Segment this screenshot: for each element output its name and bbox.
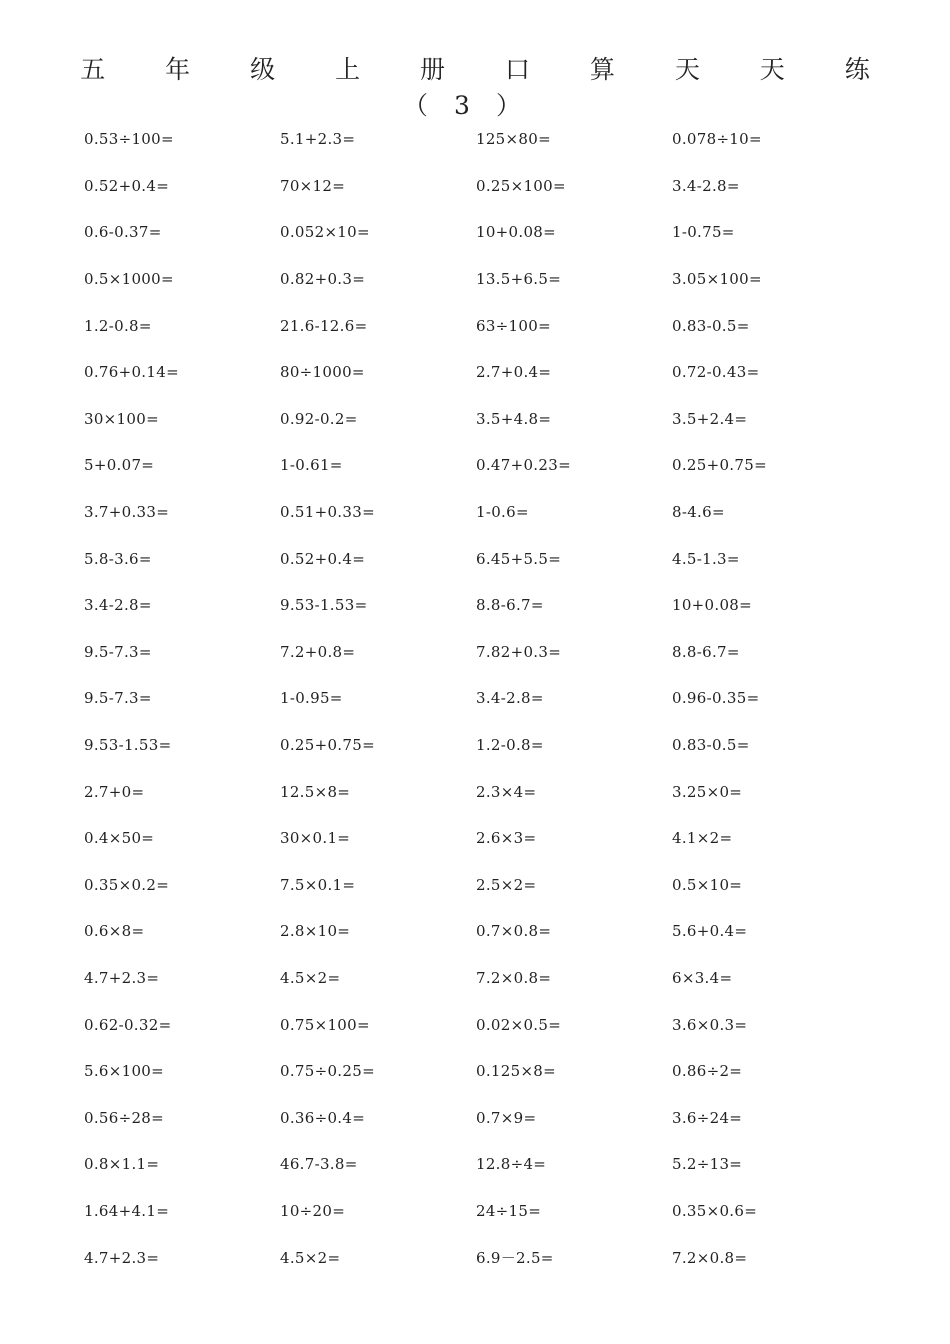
problem-item: 3.4-2.8= [672,176,740,195]
problem-item: 5.1+2.3= [280,130,356,149]
problem-item: 8.8-6.7= [672,642,740,661]
problem-item: 80÷1000= [280,363,365,382]
problem-item: 12.5×8= [280,782,351,801]
problem-item: 30×0.1= [280,829,351,848]
problem-item: 0.25+0.75= [280,736,375,755]
problem-item: 3.4-2.8= [84,596,152,615]
problem-item: 2.7+0= [84,782,145,801]
problem-item: 0.52+0.4= [280,549,366,568]
problem-item: 7.2×0.8= [476,968,552,987]
problem-item: 0.52+0.4= [84,176,170,195]
problem-item: 0.052×10= [280,223,370,242]
problem-item: 0.83-0.5= [672,316,750,335]
problem-item: 5.6×100= [84,1062,165,1081]
problem-item: 63÷100= [476,316,551,335]
problem-item: 0.62-0.32= [84,1015,172,1034]
problem-item: 21.6-12.6= [280,316,368,335]
problem-item: 0.86÷2= [672,1062,743,1081]
problem-item: 5.2÷13= [672,1155,743,1174]
problem-item: 7.2+0.8= [280,642,356,661]
problem-item: 10+0.08= [476,223,557,242]
problem-item: 0.25×100= [476,176,566,195]
problem-item: 7.2×0.8= [672,1248,748,1267]
problem-item: 1.2-0.8= [84,316,152,335]
problem-item: 6.9－2.5= [476,1248,554,1267]
problem-item: 4.5-1.3= [672,549,740,568]
problem-item: 2.8×10= [280,922,351,941]
problem-item: 30×100= [84,409,159,428]
problem-item: 0.4×50= [84,829,155,848]
problem-item: 10÷20= [280,1201,346,1220]
problem-item: 0.25+0.75= [672,456,767,475]
problem-item: 4.7+2.3= [84,968,160,987]
problem-item: 8-4.6= [672,503,725,522]
problem-item: 5.6+0.4= [672,922,748,941]
problem-item: 0.56÷28= [84,1108,165,1127]
problem-item: 0.47+0.23= [476,456,571,475]
problem-item: 6×3.4= [672,968,733,987]
problem-item: 13.5+6.5= [476,270,562,289]
problem-item: 0.82+0.3= [280,270,366,289]
problem-item: 0.7×9= [476,1108,537,1127]
problem-item: 4.1×2= [672,829,733,848]
problem-item: 1-0.75= [672,223,735,242]
problem-item: 1-0.95= [280,689,343,708]
problem-item: 2.6×3= [476,829,537,848]
problem-item: 7.82+0.3= [476,642,562,661]
problem-item: 7.5×0.1= [280,875,356,894]
problem-item: 0.53÷100= [84,130,174,149]
problem-item: 9.5-7.3= [84,689,152,708]
problem-item: 0.36÷0.4= [280,1108,366,1127]
problem-grid [84,116,884,1281]
problem-item: 0.35×0.6= [672,1201,758,1220]
problem-item: 9.53-1.53= [84,736,172,755]
page-title: 五 年 级 上 册 口 算 天 天 练（3） [80,55,896,120]
problem-item: 2.7+0.4= [476,363,552,382]
problem-item: 1.64+4.1= [84,1201,170,1220]
problem-item: 125×80= [476,130,551,149]
problem-item: 3.6×0.3= [672,1015,748,1034]
problem-item: 0.83-0.5= [672,736,750,755]
problem-item: 4.7+2.3= [84,1248,160,1267]
problem-item: 0.078÷10= [672,130,762,149]
problem-item: 0.5×1000= [84,270,174,289]
problem-item: 3.25×0= [672,782,743,801]
problem-item: 10+0.08= [672,596,753,615]
problem-item: 70×12= [280,176,346,195]
problem-item: 0.96-0.35= [672,689,760,708]
problem-item: 0.6×8= [84,922,145,941]
problem-item: 0.8×1.1= [84,1155,160,1174]
problem-item: 0.7×0.8= [476,922,552,941]
problem-item: 3.5+2.4= [672,409,748,428]
problem-item: 9.53-1.53= [280,596,368,615]
problem-item: 8.8-6.7= [476,596,544,615]
problem-item: 0.75÷0.25= [280,1062,375,1081]
problem-item: 5.8-3.6= [84,549,152,568]
problem-item: 0.5×10= [672,875,743,894]
problem-item: 2.3×4= [476,782,537,801]
problem-item: 3.5+4.8= [476,409,552,428]
problem-item: 1.2-0.8= [476,736,544,755]
problem-item: 0.6-0.37= [84,223,162,242]
problem-item: 3.7+0.33= [84,503,170,522]
problem-item: 0.92-0.2= [280,409,358,428]
problem-item: 9.5-7.3= [84,642,152,661]
problem-item: 0.72-0.43= [672,363,760,382]
problem-item: 3.6÷24= [672,1108,743,1127]
problem-item: 46.7-3.8= [280,1155,358,1174]
problem-item: 3.05×100= [672,270,762,289]
problem-item: 0.35×0.2= [84,875,170,894]
problem-item: 5+0.07= [84,456,155,475]
problem-item: 12.8÷4= [476,1155,547,1174]
problem-item: 0.76+0.14= [84,363,179,382]
problem-item: 24÷15= [476,1201,542,1220]
problem-item: 1-0.61= [280,456,343,475]
problem-item: 0.75×100= [280,1015,370,1034]
problem-item: 0.02×0.5= [476,1015,562,1034]
problem-item: 2.5×2= [476,875,537,894]
problem-item: 0.51+0.33= [280,503,375,522]
problem-item: 1-0.6= [476,503,529,522]
problem-item: 0.125×8= [476,1062,557,1081]
problem-item: 6.45+5.5= [476,549,562,568]
problem-item: 4.5×2= [280,968,341,987]
problem-item: 4.5×2= [280,1248,341,1267]
problem-item: 3.4-2.8= [476,689,544,708]
